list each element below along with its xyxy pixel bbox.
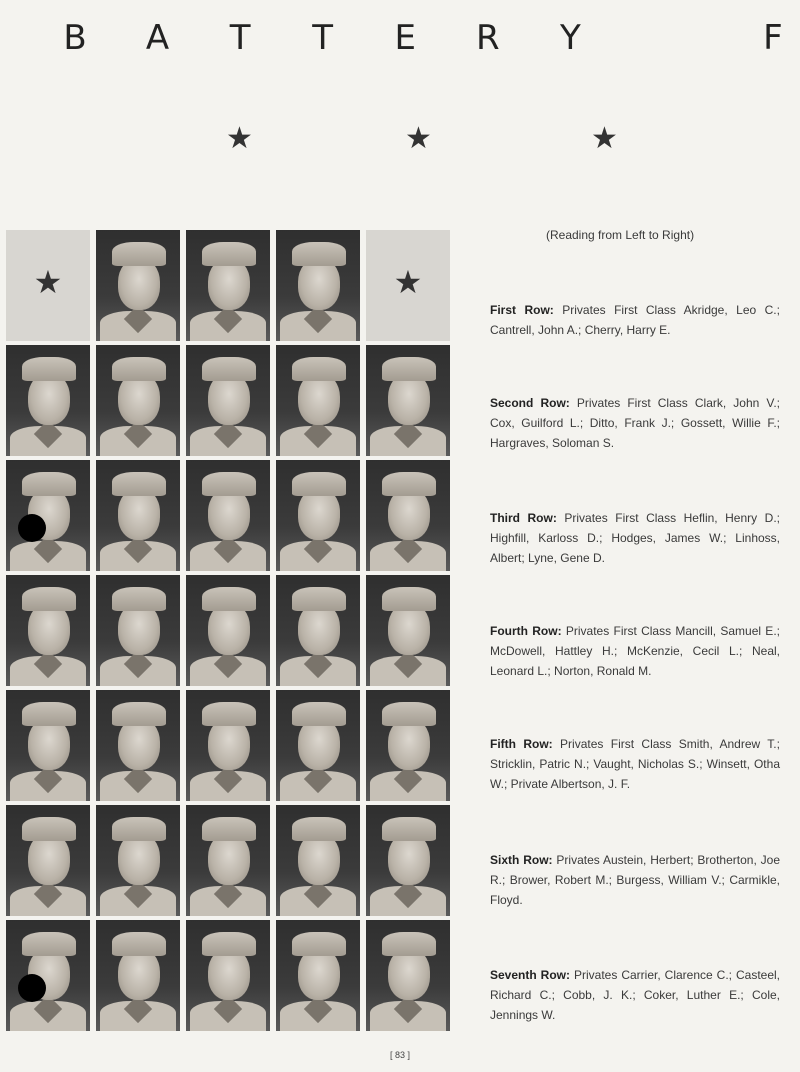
portrait-cap <box>112 702 166 726</box>
portrait-cap <box>22 702 76 726</box>
row-names: Privates Carrier, Clarence C.; Casteel, Richard C.; Cobb, J. K.; Coker, Luther E.; Cole, Jennings W. <box>490 968 781 1022</box>
portrait-photo <box>366 575 450 686</box>
portrait-cap <box>292 932 346 956</box>
title-letter: R <box>476 18 500 58</box>
portrait-photo <box>96 805 180 916</box>
portrait-photo <box>186 345 270 456</box>
portrait-photo <box>186 920 270 1031</box>
row-names-4 <box>490 621 780 681</box>
title-letter: E <box>394 18 416 58</box>
portrait-photo <box>276 690 360 801</box>
portrait-cap <box>202 242 256 266</box>
portrait-photo <box>366 460 450 571</box>
reading-order-caption: (Reading from Left to Right) <box>546 228 695 242</box>
row-names-7 <box>490 965 780 1025</box>
row-label: Seventh Row: <box>490 968 570 982</box>
title-letter: F <box>763 18 783 58</box>
portrait-photo <box>6 690 90 801</box>
portrait-cap <box>292 242 346 266</box>
portrait-cap <box>112 817 166 841</box>
portrait-grid <box>6 230 450 1031</box>
portrait-photo <box>186 230 270 341</box>
portrait-photo <box>276 920 360 1031</box>
star-tile <box>366 230 450 341</box>
portrait-cap <box>202 702 256 726</box>
row-names: Privates First Class Smith, Andrew T.; Stricklin, Patric N.; Vaught, Nicholas S.; Winsett, Otha W.; Private Albertson, J. F. <box>490 737 780 791</box>
portrait-cap <box>112 587 166 611</box>
portrait-cap <box>112 932 166 956</box>
portrait-cap <box>292 587 346 611</box>
row-names: Privates First Class Clark, John V.; Cox, Guilford L.; Ditto, Frank J.; Gossett, Willie F.; Hargraves, Soloman S. <box>490 396 780 450</box>
portrait-photo <box>96 690 180 801</box>
portrait-photo <box>276 460 360 571</box>
star-icon: ★ <box>393 264 423 300</box>
portrait-cap <box>292 817 346 841</box>
portrait-photo <box>186 690 270 801</box>
row-label: Sixth Row: <box>490 853 553 867</box>
redaction-dot <box>18 514 46 542</box>
title-letter: T <box>312 18 334 58</box>
portrait-photo <box>6 460 90 571</box>
portrait-photo <box>6 575 90 686</box>
title-letter: B <box>63 18 87 58</box>
portrait-photo <box>276 805 360 916</box>
portrait-photo <box>96 920 180 1031</box>
portrait-photo <box>6 805 90 916</box>
portrait-cap <box>22 357 76 381</box>
row-label: Second Row: <box>490 396 570 410</box>
row-label: Fourth Row: <box>490 624 562 638</box>
row-label: Third Row: <box>490 511 557 525</box>
portrait-cap <box>112 357 166 381</box>
title-letter: A <box>145 18 170 58</box>
portrait-cap <box>22 587 76 611</box>
portrait-photo <box>6 920 90 1031</box>
star-icon: ★ <box>591 122 618 155</box>
title-letter: Y <box>559 18 581 58</box>
page-title <box>60 16 788 60</box>
portrait-cap <box>382 702 436 726</box>
row-label: First Row: <box>490 303 554 317</box>
portrait-photo <box>366 690 450 801</box>
portrait-cap <box>382 587 436 611</box>
portrait-cap <box>382 472 436 496</box>
portrait-cap <box>382 817 436 841</box>
portrait-cap <box>382 932 436 956</box>
row-names: Privates First Class Mancill, Samuel E.; McDowell, Hattley H.; McKenzie, Cecil L.; Neal, Leonard L.; Norton, Ronald M. <box>490 624 780 678</box>
star-icon: ★ <box>33 264 63 300</box>
row-names: Privates First Class Akridge, Leo C.; Cantrell, John A.; Cherry, Harry E. <box>490 303 780 337</box>
portrait-photo <box>276 230 360 341</box>
portrait-photo <box>366 345 450 456</box>
portrait-cap <box>22 472 76 496</box>
row-names-3 <box>490 508 780 568</box>
portrait-cap <box>292 702 346 726</box>
row-names-1 <box>490 300 780 340</box>
portrait-photo <box>96 345 180 456</box>
portrait-photo <box>366 920 450 1031</box>
portrait-photo <box>96 230 180 341</box>
portrait-photo <box>96 575 180 686</box>
portrait-photo <box>186 460 270 571</box>
portrait-cap <box>22 932 76 956</box>
star-tile <box>6 230 90 341</box>
row-names-2 <box>490 393 780 453</box>
portrait-cap <box>202 472 256 496</box>
portrait-photo <box>186 575 270 686</box>
portrait-photo <box>96 460 180 571</box>
row-names: Privates First Class Heflin, Henry D.; Highfill, Karloss D.; Hodges, James W.; Linhoss, Albert; Lyne, Gene D. <box>490 511 780 565</box>
portrait-photo <box>6 345 90 456</box>
star-icon: ★ <box>226 122 253 155</box>
portrait-photo <box>366 805 450 916</box>
portrait-cap <box>382 357 436 381</box>
portrait-cap <box>202 932 256 956</box>
decorative-stars <box>0 124 800 154</box>
portrait-cap <box>202 587 256 611</box>
portrait-cap <box>22 817 76 841</box>
row-names: Privates Austein, Herbert; Brotherton, Joe R.; Brower, Robert M.; Burgess, William V.; Carmikle, Floyd. <box>490 853 781 907</box>
portrait-cap <box>112 472 166 496</box>
redaction-dot <box>18 974 46 1002</box>
title-letter: T <box>229 18 251 58</box>
portrait-cap <box>112 242 166 266</box>
row-names-6 <box>490 850 780 910</box>
portrait-cap <box>292 472 346 496</box>
row-names-5 <box>490 734 780 794</box>
portrait-cap <box>202 817 256 841</box>
portrait-cap <box>202 357 256 381</box>
portrait-photo <box>186 805 270 916</box>
page-number: [ 83 ] <box>389 1050 410 1060</box>
portrait-photo <box>276 345 360 456</box>
star-icon: ★ <box>405 122 432 155</box>
portrait-photo <box>276 575 360 686</box>
row-label: Fifth Row: <box>490 737 553 751</box>
portrait-cap <box>292 357 346 381</box>
